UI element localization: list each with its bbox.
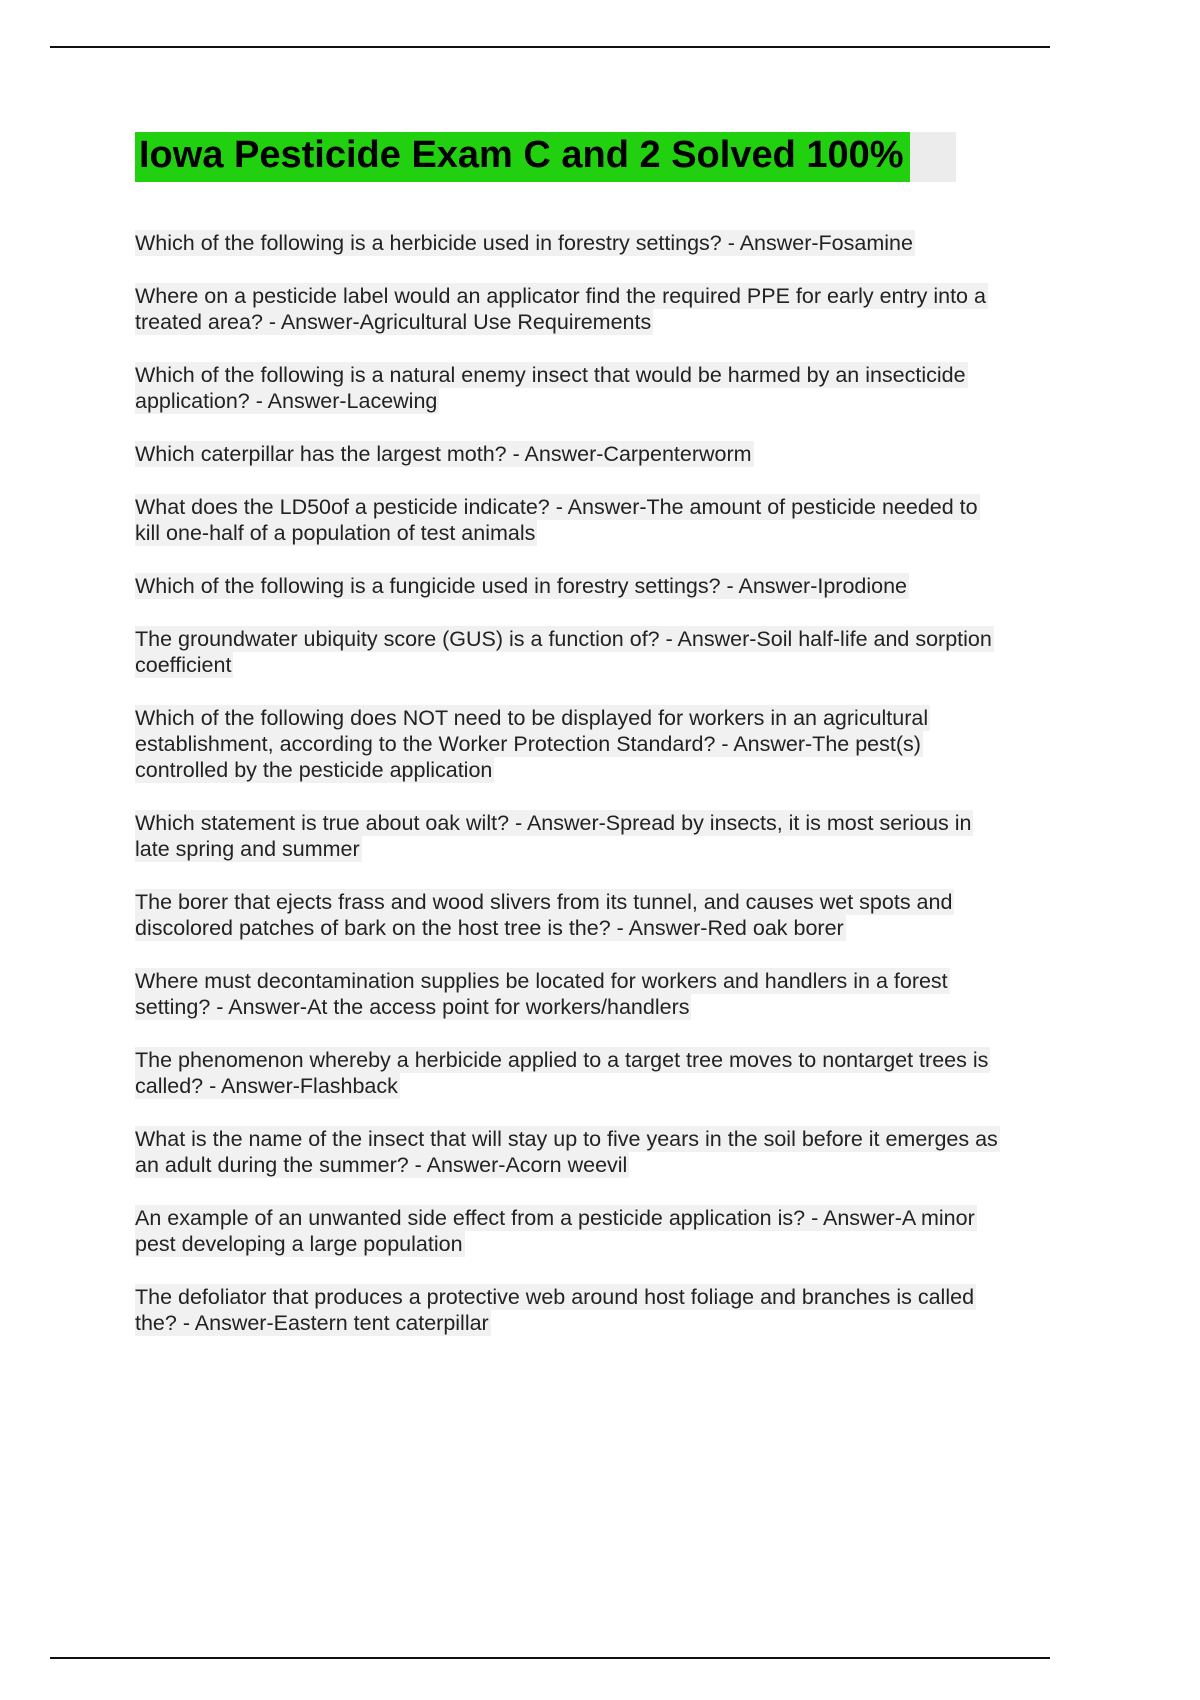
qa-item-9 — [135, 810, 1007, 862]
qa-text-4: Which caterpillar has the largest moth? - Answer-Carpenterworm — [135, 441, 752, 466]
qa-text-12: The phenomenon whereby a herbicide applied to a target tree moves to nontarget trees is called? - Answer-Flashback — [135, 1047, 989, 1098]
bottom-rule — [50, 1657, 1050, 1659]
qa-item-15 — [135, 1284, 1007, 1336]
qa-text-3: Which of the following is a natural enemy insect that would be harmed by an insecticide application? - Answer-Lacewing — [135, 362, 966, 413]
qa-text-8: Which of the following does NOT need to be displayed for workers in an agricultural establishment, according to the Worker Protection Standard? - Answer-The pest(s) controlled by the pesticide application — [135, 705, 929, 782]
qa-text-5: What does the LD50of a pesticide indicate? - Answer-The amount of pesticide needed to kill one-half of a population of test animals — [135, 494, 978, 545]
qa-text-10: The borer that ejects frass and wood slivers from its tunnel, and causes wet spots and discolored patches of bark on the host tree is the? - Answer-Red oak borer — [135, 889, 953, 940]
title-row — [135, 132, 1007, 182]
qa-item-6 — [135, 573, 1007, 599]
qa-item-3 — [135, 362, 1007, 414]
qa-item-8 — [135, 705, 1007, 783]
title-highlight-tail — [910, 132, 956, 182]
qa-item-1 — [135, 230, 1007, 256]
qa-text-7: The groundwater ubiquity score (GUS) is a function of? - Answer-Soil half-life and sorption coefficient — [135, 626, 992, 677]
qa-item-11 — [135, 968, 1007, 1020]
qa-item-4 — [135, 441, 1007, 467]
qa-text-6: Which of the following is a fungicide used in forestry settings? - Answer-Iprodione — [135, 573, 908, 598]
qa-text-9: Which statement is true about oak wilt? - Answer-Spread by insects, it is most serious in late spring and summer — [135, 810, 972, 861]
qa-text-2: Where on a pesticide label would an applicator find the required PPE for early entry into a treated area? - Answer-Agricultural Use Requirements — [135, 283, 986, 334]
page-title: Iowa Pesticide Exam C and 2 Solved 100% — [135, 132, 910, 182]
qa-item-7 — [135, 626, 1007, 678]
qa-item-13 — [135, 1126, 1007, 1178]
qa-item-5 — [135, 494, 1007, 546]
qa-item-14 — [135, 1205, 1007, 1257]
qa-text-11: Where must decontamination supplies be located for workers and handlers in a forest setting? - Answer-At the access point for workers/handlers — [135, 968, 948, 1019]
qa-text-14: An example of an unwanted side effect from a pesticide application is? - Answer-A minor pest developing a large population — [135, 1205, 975, 1256]
document-content — [135, 132, 1007, 1363]
qa-text-13: What is the name of the insect that will stay up to five years in the soil before it emerges as an adult during the summer? - Answer-Acorn weevil — [135, 1126, 998, 1177]
qa-item-10 — [135, 889, 1007, 941]
qa-item-2 — [135, 283, 1007, 335]
qa-item-12 — [135, 1047, 1007, 1099]
qa-text-1: Which of the following is a herbicide used in forestry settings? - Answer-Fosamine — [135, 230, 913, 255]
top-rule — [50, 46, 1050, 48]
qa-text-15: The defoliator that produces a protective web around host foliage and branches is called the? - Answer-Eastern tent caterpillar — [135, 1284, 975, 1335]
